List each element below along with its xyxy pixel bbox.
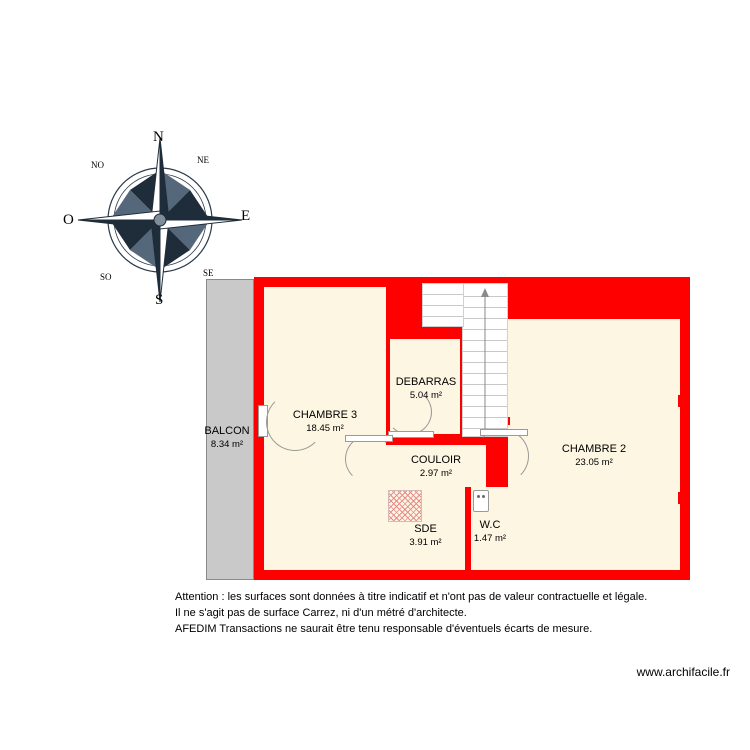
staircase: [462, 283, 508, 437]
door-couloir-leaf: [345, 435, 393, 442]
room-name-chambre3: CHAMBRE 3: [292, 409, 358, 421]
room-label-debarras: [382, 376, 470, 402]
room-label-wc: [466, 519, 514, 545]
door-debarras-leaf: [388, 431, 434, 438]
compass-label-south: S: [155, 292, 164, 308]
compass-label-se: SE: [203, 268, 214, 278]
compass-label-no: NO: [91, 160, 104, 170]
room-label-chambre3: [264, 409, 386, 435]
wc-fixture: [473, 490, 489, 512]
disclaimer-line-2: Il ne s'agit pas de surface Carrez, ni d'un métré d'architecte.: [175, 606, 467, 619]
room-label-balcon: [184, 425, 270, 451]
room-name-balcon: BALCON: [204, 425, 250, 437]
shower-tray: [388, 490, 422, 522]
disclaimer-line-1: Attention : les surfaces sont données à titre indicatif et n'ont pas de valeur contractuelle et légale.: [175, 591, 648, 603]
compass-label-east: E: [241, 208, 251, 224]
room-name-debarras: DEBARRAS: [395, 376, 457, 388]
room-name-wc: W.C: [479, 519, 501, 531]
staircase-direction-arrow: [463, 284, 507, 436]
room-area-sde: 3.91 m²: [409, 536, 442, 548]
room-area-wc: 1.47 m²: [473, 532, 507, 544]
door-chambre2-leaf: [480, 429, 528, 436]
room-name-chambre2: CHAMBRE 2: [561, 443, 627, 455]
compass-label-north: N: [153, 129, 164, 145]
wall-notch-right-lower: [678, 492, 690, 504]
website-url: www.archifacile.fr: [636, 665, 730, 679]
compass-label-ne: NE: [197, 155, 209, 165]
room-area-balcon: 8.34 m²: [210, 438, 244, 450]
disclaimer: [175, 590, 735, 638]
room-label-sde: [386, 523, 465, 549]
wall-notch-right-upper: [678, 395, 690, 407]
room-name-couloir: COULOIR: [410, 454, 462, 466]
room-area-couloir: 2.97 m²: [419, 467, 453, 479]
room-area-debarras: 5.04 m²: [409, 389, 443, 401]
stair-landing: [422, 283, 464, 327]
room-area-chambre3: 18.45 m²: [306, 422, 344, 434]
room-label-chambre2: [508, 443, 680, 469]
compass-label-so: SO: [100, 272, 112, 282]
room-label-couloir: [386, 454, 486, 480]
room-area-chambre2: 23.05 m²: [575, 456, 613, 468]
room-name-sde: SDE: [414, 523, 437, 535]
floor-plan: [190, 277, 690, 582]
compass-label-west: O: [63, 212, 74, 228]
disclaimer-line-3: AFEDIM Transactions ne saurait être tenu responsable d'éventuels écarts de mesure.: [175, 622, 593, 635]
